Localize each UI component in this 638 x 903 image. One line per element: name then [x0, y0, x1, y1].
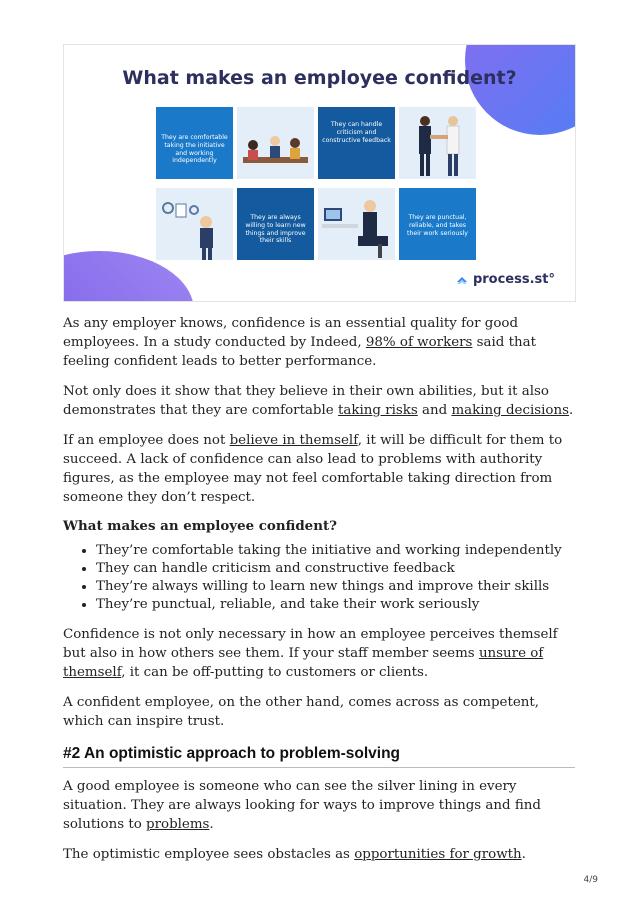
link-believe-in-themself[interactable]: believe in themself	[229, 433, 358, 448]
link-98-percent-of-workers[interactable]: 98% of workers	[365, 335, 473, 350]
article-body	[63, 314, 575, 875]
page-number: 4/9	[583, 875, 598, 885]
panel-criticism: They can handle criticism and constructive feedback	[318, 107, 395, 179]
link-taking-risks[interactable]: taking risks	[337, 403, 418, 418]
paragraph: If an employee does not believe in themself, it will be difficult for them to succeed. A lack of confidence can also lead to problems with authority figures, as the employee may not feel comfortable taking direction from someone they don’t respect.	[63, 433, 563, 505]
paragraph: As any employer knows, confidence is an essential quality for good employees. In a study conducted by Indeed, 98% of workers said that feeling confident leads to better performance.	[63, 316, 536, 369]
paragraph: A good employee is someone who can see the silver lining in every situation. They are always looking for ways to improve things and find solutions to problems.	[63, 779, 541, 832]
panel-desk-illustration	[318, 188, 395, 260]
infographic-title: What makes an employee confident?	[122, 67, 517, 89]
panel-learning: They are always willing to learn new things and improve their skills	[237, 188, 314, 260]
list-item: • They’re punctual, reliable, and take their work seriously	[96, 596, 575, 614]
panel-handshake-illustration	[399, 107, 476, 179]
link-problems[interactable]: problems	[146, 817, 210, 832]
panel-initiative: They are comfortable taking the initiative and working independently	[156, 107, 233, 179]
link-opportunities-for-growth[interactable]: opportunities for growth	[354, 847, 522, 862]
process-street-mark-icon	[455, 273, 469, 287]
settings-illustration	[156, 188, 233, 260]
panel-settings-illustration	[156, 188, 233, 260]
paragraph: Confidence is not only necessary in how an employee perceives themself but also in how others see them. If your staff member seems unsure of themself, it can be off-putting to customers or clients.	[63, 627, 558, 680]
process-street-logo: process.st°	[455, 272, 555, 287]
link-making-decisions[interactable]: making decisions	[451, 403, 569, 418]
list-item: • They can handle criticism and constructive feedback	[96, 560, 575, 578]
subheading: What makes an employee confident?	[63, 518, 337, 534]
panel-team-illustration	[237, 107, 314, 179]
team-illustration	[237, 107, 314, 179]
section-heading: #2 An optimistic approach to problem-solving	[63, 745, 575, 768]
confidence-list	[63, 542, 575, 614]
link-unsure-of-themself[interactable]: unsure of themself	[63, 646, 544, 680]
infographic	[63, 44, 576, 302]
handshake-illustration	[399, 107, 476, 179]
desk-illustration	[318, 188, 395, 260]
list-item: • They’re always willing to learn new things and improve their skills	[96, 578, 575, 596]
list-item: • They’re comfortable taking the initiative and working independently	[96, 542, 575, 560]
panel-punctual: They are punctual, reliable, and takes their work seriously	[399, 188, 476, 260]
decorative-blob	[465, 44, 576, 135]
paragraph: Not only does it show that they believe in their own abilities, but it also demonstrates that they are comfortable taking risks and making decisions.	[63, 384, 574, 418]
paragraph: A confident employee, on the other hand, comes across as competent, which can inspire trust.	[63, 695, 540, 729]
paragraph: The optimistic employee sees obstacles as opportunities for growth.	[63, 847, 526, 862]
